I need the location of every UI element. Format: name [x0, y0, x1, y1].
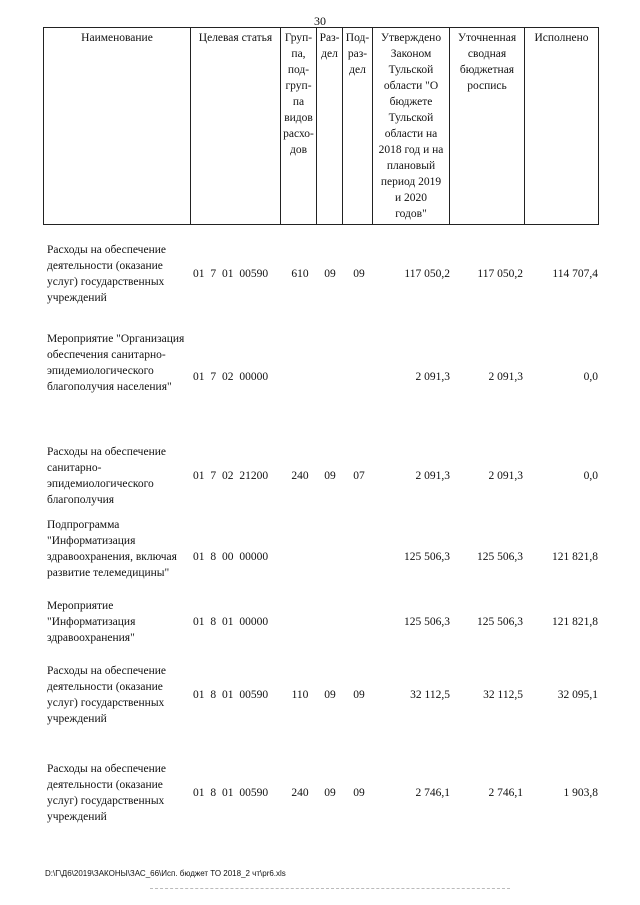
row-refined: 125 506,3	[477, 551, 523, 563]
file-path-footer: D:\Г\Д6\2019\ЗАКОНЫ\ЗАС_66\Исп. бюджет ТО 2018_2 чт\pr6.xls	[45, 869, 286, 878]
row-target-article: 01 8 01 00000	[193, 616, 269, 628]
header-target-article: Целевая статья	[191, 28, 281, 225]
row-expense-group: 240	[291, 787, 309, 799]
row-subsection: 07	[353, 470, 365, 482]
row-executed: 0,0	[583, 371, 598, 383]
row-executed: 121 821,8	[552, 616, 598, 628]
row-name: Мероприятие "Организация обеспечения санитарно-эпидемиологического благополучия населения"	[47, 333, 185, 393]
row-executed: 0,0	[583, 470, 598, 482]
header-expense-group: Груп- па, под- груп- па видов расхо- дов	[281, 28, 317, 225]
row-executed: 121 821,8	[552, 551, 598, 563]
row-section: 09	[324, 787, 336, 799]
header-executed: Исполнено	[525, 28, 599, 225]
header-refined: Уточненная сводная бюджетная роспись	[450, 28, 525, 225]
row-expense-group: 610	[291, 268, 309, 280]
row-section: 09	[324, 470, 336, 482]
row-section: 09	[324, 268, 336, 280]
row-name: Подпрограмма "Информатизация здравоохранения, включая развитие телемедицины"	[47, 519, 177, 579]
row-expense-group: 110	[291, 689, 309, 701]
header-approved: Утверждено Законом Тульской области "О бюджете Тульской области на 2018 год и на плановый период 2019 и 2020 годов"	[373, 28, 450, 225]
page-number: 30	[314, 14, 326, 28]
row-subsection: 09	[353, 787, 365, 799]
row-refined: 32 112,5	[483, 689, 523, 701]
row-subsection: 09	[353, 689, 365, 701]
row-section: 09	[324, 689, 336, 701]
row-executed: 114 707,4	[552, 268, 598, 280]
row-approved: 2 091,3	[415, 470, 450, 482]
footer-divider	[150, 888, 510, 889]
row-approved: 125 506,3	[404, 551, 450, 563]
row-target-article: 01 7 01 00590	[193, 268, 269, 280]
row-refined: 117 050,2	[477, 268, 523, 280]
row-name: Расходы на обеспечение санитарно-эпидемиологического благополучия	[47, 446, 166, 506]
row-target-article: 01 7 02 21200	[193, 470, 269, 482]
row-target-article: 01 8 01 00590	[193, 787, 269, 799]
row-approved: 32 112,5	[410, 689, 450, 701]
row-approved: 125 506,3	[404, 616, 450, 628]
row-subsection: 09	[353, 268, 365, 280]
row-name: Расходы на обеспечение деятельности (оказание услуг) государственных учреждений	[47, 244, 166, 304]
header-subsection: Под- раз- дел	[343, 28, 373, 225]
row-refined: 2 746,1	[488, 787, 523, 799]
header-section: Раз- дел	[317, 28, 343, 225]
row-refined: 125 506,3	[477, 616, 523, 628]
row-name: Расходы на обеспечение деятельности (оказание услуг) государственных учреждений	[47, 665, 166, 725]
row-approved: 117 050,2	[404, 268, 450, 280]
header-name: Наименование	[44, 28, 191, 225]
row-approved: 2 746,1	[415, 787, 450, 799]
row-expense-group: 240	[291, 470, 309, 482]
row-executed: 32 095,1	[557, 689, 598, 701]
row-approved: 2 091,3	[415, 371, 450, 383]
row-refined: 2 091,3	[488, 470, 523, 482]
row-target-article: 01 8 00 00000	[193, 551, 269, 563]
row-name: Расходы на обеспечение деятельности (оказание услуг) государственных учреждений	[47, 763, 166, 823]
row-target-article: 01 7 02 00000	[193, 371, 269, 383]
row-refined: 2 091,3	[488, 371, 523, 383]
row-target-article: 01 8 01 00590	[193, 689, 269, 701]
row-executed: 1 903,8	[563, 787, 598, 799]
row-name: Мероприятие "Информатизация здравоохранения"	[47, 600, 136, 644]
